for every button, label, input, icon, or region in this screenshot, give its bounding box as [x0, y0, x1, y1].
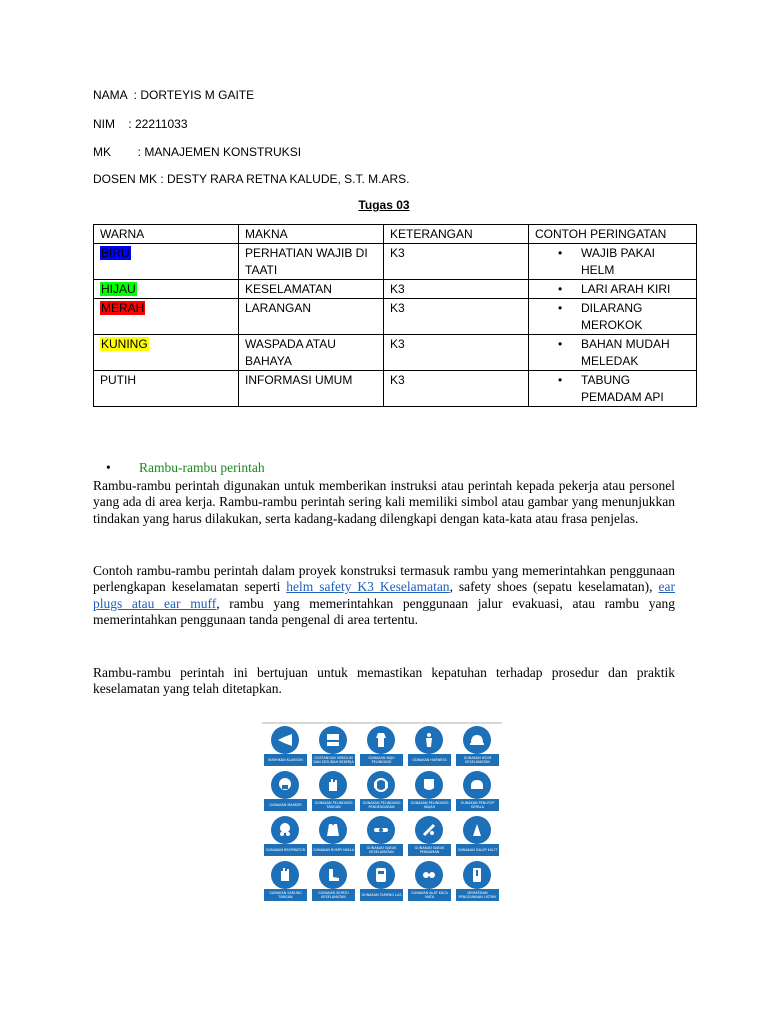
sign-tile: [310, 859, 358, 904]
section-heading-text: Rambu-rambu perintah: [139, 460, 265, 475]
sign-label: GUNAKAN SABUK KESELAMATAN: [360, 844, 403, 856]
list-item: • WAJIB PAKAI HELM: [581, 245, 690, 279]
sign-label: GUNAKAN ROMPI NYALA: [312, 844, 355, 856]
link-ear-plugs[interactable]: ear plugs atau ear muff: [93, 579, 675, 611]
cell-contoh: [529, 280, 697, 299]
table-header-row: [94, 225, 697, 244]
sign-tile: [262, 769, 310, 814]
cell-makna: WASPADA ATAU BAHAYA: [239, 335, 384, 371]
sign-label: GUNAKAN SEPATU KESELAMATAN: [312, 889, 355, 901]
cell-contoh: [529, 335, 697, 371]
header-warna: WARNA: [94, 225, 239, 244]
head-cover-icon: [463, 771, 491, 799]
sign-label: MEMATIKAN PENGGUNAAN LISTRIK: [456, 889, 499, 901]
mandatory-signs-image: [262, 722, 502, 904]
sign-label: GUNAKAN PELINDUNG WAJAH: [408, 799, 451, 811]
table-row: [94, 371, 697, 407]
sign-tile: [406, 724, 454, 769]
cell-makna: KESELAMATAN: [239, 280, 384, 299]
header-contoh: CONTOH PERINGATAN: [529, 225, 697, 244]
sign-tile: [358, 859, 406, 904]
sign-tile: [262, 814, 310, 859]
color-highlight-merah: MERAH: [101, 301, 145, 315]
cell-warna: [94, 335, 239, 371]
list-item: • DILARANG MEROKOK: [581, 300, 690, 334]
sign-tile: [262, 724, 310, 769]
course-name: MK : MANAJEMEN KONSTRUKSI: [93, 145, 302, 159]
signs-grid: [262, 724, 502, 904]
list-item: • BAHAN MUDAH MELEDAK: [581, 336, 690, 370]
assignment-title: Tugas 03: [358, 198, 410, 212]
text-run: Contoh rambu-rambu perintah dalam proyek konstruksi termasuk rambu yang memerintahkan penggunaan perlengkapan keselamatan seperti: [93, 563, 675, 595]
sign-tile: [406, 769, 454, 814]
protective-suit-icon: [367, 726, 395, 754]
table-row: [94, 280, 697, 299]
cell-warna: [94, 299, 239, 335]
table-row: [94, 335, 697, 371]
sign-tile: [310, 724, 358, 769]
cell-warna: PUTIH: [94, 371, 239, 407]
cell-keterangan: K3: [384, 280, 529, 299]
sign-tile: [358, 814, 406, 859]
helmet-icon: [463, 726, 491, 754]
sign-tile: [358, 724, 406, 769]
sign-tile: [454, 859, 502, 904]
cell-keterangan: K3: [384, 335, 529, 371]
cell-makna: INFORMASI UMUM: [239, 371, 384, 407]
safety-belt-icon: [415, 816, 443, 844]
table-row: [94, 299, 697, 335]
sign-tile: [406, 814, 454, 859]
sign-label: GUNAKAN PELINDUNG TANGAN: [312, 799, 355, 811]
face-shield-icon: [415, 771, 443, 799]
gloves-icon: [319, 771, 347, 799]
link-helm-safety[interactable]: helm safety K3 Keselamatan: [286, 579, 450, 595]
list-item: • LARI ARAH KIRI: [581, 281, 690, 298]
student-nim: NIM : 22211033: [93, 117, 188, 131]
sign-label: GUNAKAN SARUNG TANGAN: [264, 889, 307, 901]
power-off-icon: [463, 861, 491, 889]
color-highlight-kuning: KUNING: [101, 337, 148, 351]
seat-belt-icon: [367, 816, 395, 844]
cell-keterangan: K3: [384, 299, 529, 335]
text-run: , rambu yang memerintahkan penggunaan jalur evakuasi, atau rambu yang memerintahkan penggunaan tanda pengenal di area tertentu.: [93, 595, 676, 628]
sign-label: BUNYIKAN KLAKSON: [264, 754, 307, 766]
paragraph-definition: Rambu-rambu perintah digunakan untuk memberikan instruksi atau perintah kepada pekerja atau personel yang ada di area kerja. Rambu-rambu perintah sering kali memiliki simbol atau gambar yang menunjukkan tindakan yang harus dilakukan, serta kadang-kadang dilengkapi dengan kata-kata atau frasa penjelas.: [93, 478, 675, 526]
cell-warna: [94, 280, 239, 299]
color-highlight-hijau: HIJAU: [101, 282, 136, 296]
header-makna: MAKNA: [239, 225, 384, 244]
sign-tile: [262, 859, 310, 904]
ear-protection-icon: [367, 771, 395, 799]
sign-tile: [406, 859, 454, 904]
vest-icon: [319, 816, 347, 844]
text-run: , safety shoes (sepatu keselamatan),: [449, 579, 659, 595]
cell-contoh: [529, 371, 697, 407]
sign-label: GUNAKAN ALAT KACA MATA: [408, 889, 451, 901]
sign-tile: [310, 814, 358, 859]
sign-tile: [310, 769, 358, 814]
student-name: NAMA : DORTEYIS M GAITE: [93, 88, 255, 102]
glove-icon: [271, 861, 299, 889]
cell-makna: LARANGAN: [239, 299, 384, 335]
sign-label: GUNAKAN SABUK PENGAMAN: [408, 844, 451, 856]
sign-label: GUNAKAN SALEP KULIT: [456, 844, 499, 856]
cell-warna: [94, 244, 239, 280]
lecturer-name: DOSEN MK : DESTY RARA RETNA KALUDE, S.T. M.ARS.: [93, 172, 410, 186]
cell-keterangan: K3: [384, 371, 529, 407]
sign-tile: [454, 769, 502, 814]
sign-label: GUNAKAN HARNESS: [408, 754, 451, 766]
table-row: [94, 244, 697, 280]
sign-tile: [454, 814, 502, 859]
list-item: • TABUNG PEMADAM API: [581, 372, 690, 406]
respirator-icon: [271, 816, 299, 844]
goggles-icon: [415, 861, 443, 889]
sign-tile: [358, 769, 406, 814]
sign-label: GUNAKAN RESPIRATOR: [264, 844, 307, 856]
sign-label: GUNAKAN BAJU PELINDUNG: [360, 754, 403, 766]
sign-tile: [454, 724, 502, 769]
sign-label: GUNAKAN TAMENG LAS: [360, 889, 403, 901]
skin-cream-icon: [463, 816, 491, 844]
bullet-dot: •: [106, 460, 111, 475]
welding-shield-icon: [367, 861, 395, 889]
horn-icon: [271, 726, 299, 754]
paragraph-purpose: Rambu-rambu perintah ini bertujuan untuk memastikan kepatuhan terhadap prosedur dan praktik keselamatan yang telah ditetapkan.: [93, 665, 675, 697]
cell-contoh: [529, 244, 697, 280]
cell-contoh: [529, 299, 697, 335]
cell-makna: PERHATIAN WAJIB DI TAATI: [239, 244, 384, 280]
sign-label: GUNAKAN PENUTUP KEPALA: [456, 799, 499, 811]
header-keterangan: KETERANGAN: [384, 225, 529, 244]
color-meaning-table: [93, 224, 697, 407]
safety-boot-icon: [319, 861, 347, 889]
sign-label: GUNAKAN PELINDUNG PENDENGARAN: [360, 799, 403, 811]
sign-label: GUNAKAN MASKER: [264, 799, 307, 811]
color-highlight-biru: BIRU: [101, 246, 130, 260]
harness-icon: [415, 726, 443, 754]
mask-icon: [271, 771, 299, 799]
sign-label: GUNAKAN HELM KESELAMATAN: [456, 754, 499, 766]
paragraph-examples: [93, 563, 675, 629]
hand-wash-icon: [319, 726, 347, 754]
sign-label: GOSTANGAN SEBELUM DAN SESUDAH BEKERJA: [313, 756, 354, 764]
cell-keterangan: K3: [384, 244, 529, 280]
